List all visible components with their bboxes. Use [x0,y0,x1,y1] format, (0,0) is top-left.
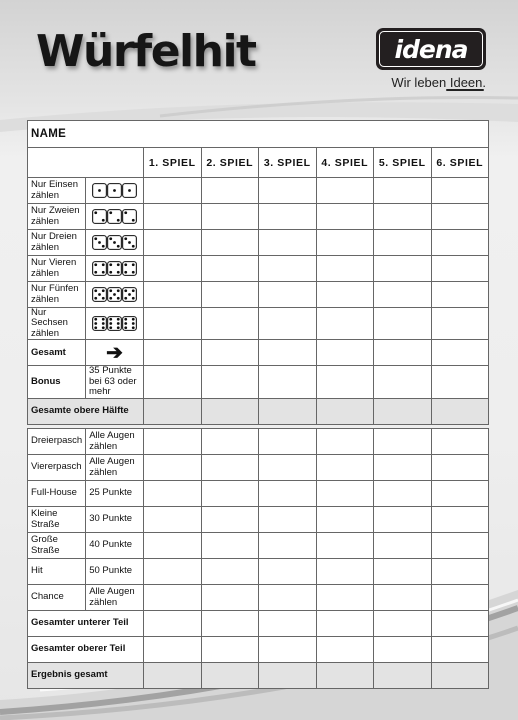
score-cell[interactable] [144,204,202,230]
row-label: Nur Fünfen zählen [28,282,86,308]
score-cell[interactable] [374,340,432,366]
score-cell[interactable] [316,585,374,611]
score-cell[interactable] [316,663,374,689]
score-cell[interactable] [431,637,489,663]
score-cell[interactable] [316,507,374,533]
score-cell[interactable] [374,585,432,611]
score-cell[interactable] [431,429,489,455]
dice-cell [86,178,144,204]
die-face-1-icon [92,183,107,198]
score-cell[interactable] [144,507,202,533]
score-cell[interactable] [431,282,489,308]
score-cell[interactable] [431,455,489,481]
score-cell[interactable] [316,282,374,308]
gesamt-row [28,340,489,366]
logo-wordmark: idena [394,34,468,64]
score-cell[interactable] [259,663,317,689]
score-cell[interactable] [431,533,489,559]
score-cell[interactable] [259,533,317,559]
bonus-row [28,366,489,398]
arrow-right-icon: ➔ [86,340,144,366]
score-cell[interactable] [316,429,374,455]
score-cell[interactable] [316,178,374,204]
score-cell[interactable] [201,507,259,533]
row-info: Alle Augen zählen [86,429,144,455]
bonus-label: Bonus [28,366,86,398]
score-cell[interactable] [316,455,374,481]
score-cell[interactable] [374,308,432,340]
lower-row [28,533,489,559]
score-cell[interactable] [144,455,202,481]
score-cell[interactable] [431,230,489,256]
row-info: Alle Augen zählen [86,455,144,481]
row-info: Alle Augen zählen [86,585,144,611]
score-cell[interactable] [259,611,317,637]
score-cell[interactable] [144,308,202,340]
score-cell[interactable] [374,230,432,256]
game-header: 1. SPIEL [144,148,202,178]
upper-row [28,282,489,308]
die-face-3-icon [122,235,137,250]
score-cell[interactable] [259,585,317,611]
page-title: Würfelhit [36,26,256,77]
score-cell[interactable] [374,481,432,507]
die-face-3-icon [107,235,122,250]
score-cell[interactable] [431,204,489,230]
score-cell[interactable] [431,366,489,398]
die-face-5-icon [92,287,107,302]
score-cell[interactable] [431,663,489,689]
game-header-row [28,148,489,178]
score-cell[interactable] [259,256,317,282]
die-face-6-icon [122,316,137,331]
score-cell[interactable] [201,256,259,282]
lower-row [28,559,489,585]
row-label: Große Straße [28,533,86,559]
game-header: 4. SPIEL [316,148,374,178]
logo-badge [376,28,486,70]
score-cell[interactable] [144,481,202,507]
score-cell[interactable] [259,398,317,424]
score-cell[interactable] [144,398,202,424]
dice-cell [86,256,144,282]
score-cell[interactable] [431,559,489,585]
upper-total-label: Gesamte obere Hälfte [28,398,144,424]
row-label: Chance [28,585,86,611]
score-cell[interactable] [201,637,259,663]
upper-row [28,178,489,204]
die-face-4-icon [122,261,137,276]
score-cell[interactable] [144,637,202,663]
score-cell[interactable] [374,398,432,424]
total-label: Ergebnis gesamt [28,663,144,689]
score-cell[interactable] [144,230,202,256]
score-cell[interactable] [316,204,374,230]
die-face-1-icon [122,183,137,198]
row-label: Viererpasch [28,455,86,481]
score-cell[interactable] [316,256,374,282]
score-cell[interactable] [144,663,202,689]
score-cell[interactable] [144,611,202,637]
score-cell[interactable] [201,178,259,204]
score-cell[interactable] [431,178,489,204]
score-cell[interactable] [316,366,374,398]
score-cell[interactable] [144,559,202,585]
score-cell[interactable] [144,366,202,398]
score-cell[interactable] [201,481,259,507]
score-cell[interactable] [201,204,259,230]
score-cell[interactable] [374,366,432,398]
logo-slogan: Wir leben Ideen. [391,75,486,90]
row-label: Nur Sechsen zählen [28,308,86,340]
row-label: Dreierpasch [28,429,86,455]
die-face-4-icon [107,261,122,276]
lower-row [28,429,489,455]
score-cell[interactable] [374,455,432,481]
score-cell[interactable] [374,611,432,637]
score-cell[interactable] [374,429,432,455]
die-face-2-icon [107,209,122,224]
score-cell[interactable] [201,585,259,611]
score-cell[interactable] [316,559,374,585]
score-cell[interactable] [201,398,259,424]
row-label: Full-House [28,481,86,507]
score-cell[interactable] [259,366,317,398]
score-cell[interactable] [374,282,432,308]
die-face-5-icon [107,287,122,302]
row-label: Nur Vieren zählen [28,256,86,282]
score-cell[interactable] [144,429,202,455]
score-cell[interactable] [144,585,202,611]
score-cell[interactable] [374,663,432,689]
score-cell[interactable] [144,178,202,204]
row-info: 40 Punkte [86,533,144,559]
score-cell[interactable] [316,533,374,559]
upper-row [28,256,489,282]
score-cell[interactable] [259,429,317,455]
score-cell[interactable] [431,308,489,340]
dice-cell [86,204,144,230]
die-face-2-icon [122,209,137,224]
score-cell[interactable] [259,308,317,340]
die-face-3-icon [92,235,107,250]
score-cell[interactable] [431,611,489,637]
die-face-6-icon [92,316,107,331]
score-cell[interactable] [144,282,202,308]
score-cell[interactable] [259,637,317,663]
row-label: Nur Dreien zählen [28,230,86,256]
score-cell[interactable] [316,481,374,507]
dice-cell [86,308,144,340]
score-cell[interactable] [201,559,259,585]
score-cell[interactable] [144,256,202,282]
row-label: Hit [28,559,86,585]
score-cell[interactable] [201,230,259,256]
lower-row [28,585,489,611]
die-face-4-icon [92,261,107,276]
score-cell[interactable] [431,256,489,282]
score-cell[interactable] [201,308,259,340]
score-cell[interactable] [316,398,374,424]
score-cell[interactable] [201,533,259,559]
score-cell[interactable] [144,340,202,366]
brand-logo [376,28,486,91]
score-cell[interactable] [431,340,489,366]
score-cell[interactable] [374,204,432,230]
score-cell[interactable] [201,340,259,366]
row-label: Nur Einsen zählen [28,178,86,204]
gesamt-label: Gesamt [28,340,86,366]
upper-row [28,308,489,340]
score-cell[interactable] [431,398,489,424]
total-label: Gesamter unterer Teil [28,611,144,637]
score-cell[interactable] [144,533,202,559]
row-info: 30 Punkte [86,507,144,533]
lower-total-row [28,611,489,637]
score-cell[interactable] [374,533,432,559]
score-cell[interactable] [316,340,374,366]
score-cell[interactable] [201,429,259,455]
game-header: 3. SPIEL [259,148,317,178]
row-info: 25 Punkte [86,481,144,507]
row-label: Kleine Straße [28,507,86,533]
lower-score-table [27,428,489,689]
score-cell[interactable] [431,481,489,507]
score-cell[interactable] [259,230,317,256]
die-face-2-icon [92,209,107,224]
score-cell[interactable] [201,282,259,308]
die-face-6-icon [107,316,122,331]
score-cell[interactable] [431,585,489,611]
row-label: Nur Zweien zählen [28,204,86,230]
score-cell[interactable] [374,559,432,585]
game-header: 5. SPIEL [374,148,432,178]
game-header: 6. SPIEL [431,148,489,178]
score-cell[interactable] [259,559,317,585]
row-info: 50 Punkte [86,559,144,585]
score-cell[interactable] [259,282,317,308]
upper-score-table [27,120,489,425]
die-face-5-icon [122,287,137,302]
upper-total-row [28,398,489,424]
name-row [28,121,489,148]
die-face-1-icon [107,183,122,198]
lower-row [28,455,489,481]
lower-total-row [28,663,489,689]
score-cell[interactable] [259,507,317,533]
dice-cell [86,282,144,308]
score-cell[interactable] [374,256,432,282]
score-cell[interactable] [259,340,317,366]
score-cell[interactable] [316,308,374,340]
score-cell[interactable] [259,204,317,230]
score-cell[interactable] [316,611,374,637]
game-header: 2. SPIEL [201,148,259,178]
score-cell[interactable] [431,507,489,533]
score-cell[interactable] [316,230,374,256]
dice-cell [86,230,144,256]
lower-row [28,481,489,507]
score-cell[interactable] [201,663,259,689]
score-cell[interactable] [201,366,259,398]
score-cell[interactable] [201,611,259,637]
lower-row [28,507,489,533]
score-cell[interactable] [259,455,317,481]
upper-row [28,230,489,256]
bonus-info: 35 Punkte bei 63 oder mehr [86,366,144,398]
score-cell[interactable] [259,178,317,204]
header-spacer [28,148,144,178]
name-label: NAME [28,121,489,148]
lower-total-row [28,637,489,663]
score-cell[interactable] [374,178,432,204]
total-label: Gesamter oberer Teil [28,637,144,663]
score-cell[interactable] [316,637,374,663]
score-cell[interactable] [374,637,432,663]
score-cell[interactable] [201,455,259,481]
score-cell[interactable] [259,481,317,507]
upper-row [28,204,489,230]
score-cell[interactable] [374,507,432,533]
